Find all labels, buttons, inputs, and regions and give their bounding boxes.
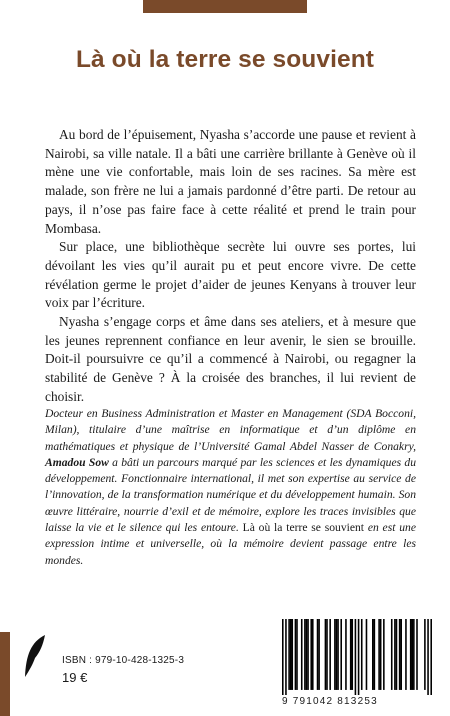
barcode-bar: [396, 619, 398, 690]
blurb-paragraph-3: Nyasha s’engage corps et âme dans ses ateliers, et à mesure que les jeunes reprennent confiance en leur avenir, le sien se brouille. Doit-il poursuivre ce qu’il a commencé à Nairobi, ou regagner la stabilité de Genève ? À la croisée des branches, il lui revient de choisir.: [45, 314, 416, 404]
barcode-bar: [430, 619, 432, 695]
barcode-bar: [366, 619, 368, 690]
barcode-bar: [295, 619, 297, 690]
barcode-bar: [416, 619, 418, 690]
barcode-bar: [350, 619, 352, 690]
barcode-bar: [301, 619, 303, 690]
barcode-bar: [358, 619, 360, 695]
price-label: 19 €: [62, 670, 88, 685]
barcode-digits: 9 791042 813253: [282, 696, 378, 707]
barcode-bar: [374, 619, 376, 690]
author-bio: [45, 406, 416, 569]
barcode-bar: [317, 619, 319, 690]
barcode-bar: [355, 619, 357, 695]
barcode-bar: [394, 619, 396, 690]
barcode-bar: [318, 619, 320, 690]
barcode-bar: [372, 619, 374, 690]
isbn-label: ISBN : 979-10-428-1325-3: [62, 655, 185, 666]
book-title: Là où la terre se souvient: [75, 46, 375, 73]
barcode-bar: [351, 619, 353, 690]
barcode-bar: [304, 619, 306, 690]
bio-text-1: Docteur en Business Administration et Master en Management (SDA Bocconi, Milan), titulaire d’une maîtrise en informatique et d’un diplôme en mathématiques et physique de l’Université Gamal Abdel Nasser de Conakry,: [45, 407, 416, 453]
barcode-bar: [383, 619, 385, 690]
barcode-bar: [285, 619, 287, 695]
barcode-bar: [378, 619, 380, 690]
barcode-bar: [345, 619, 347, 690]
barcode-bar: [288, 619, 290, 690]
barcode-bar: [282, 619, 284, 695]
blurb-paragraph-2: Sur place, une bibliothèque secrète lui ouvre ses portes, lui dévoilant les vies qu’il aurait pu et peut encore vivre. De cette révélation germe le projet d’aider de jeunes Kenyans à trouver leur voix par l’écriture.: [45, 239, 416, 311]
barcode-bar: [424, 619, 426, 690]
author-name: Amadou Sow: [45, 455, 109, 469]
barcode-bar: [336, 619, 338, 690]
barcode-bar: [325, 619, 327, 690]
barcode-bar: [340, 619, 342, 690]
barcode-bar: [291, 619, 293, 690]
barcode-bar: [307, 619, 309, 690]
barcode-bar: [326, 619, 328, 690]
barcode-bar: [391, 619, 393, 690]
barcode-bar: [329, 619, 331, 690]
bio-book-title: Là où la terre se souvient: [242, 521, 365, 535]
barcode-bar: [399, 619, 401, 690]
barcode-bar: [337, 619, 339, 690]
barcode-bar: [290, 619, 292, 690]
feather-logo-icon: [22, 633, 48, 679]
barcode-bar: [306, 619, 308, 690]
top-accent-bar: [143, 0, 307, 13]
barcode-bar: [427, 619, 429, 695]
barcode-bar: [380, 619, 382, 690]
bio-text-2: a bâti un parcours marqué par les sciences et les dynamiques du développement. Fonctionnaire international, il met son expertise au service de l’innovation, de la transformation numérique et du développement humain. Son œuvre littéraire, nourrie d’exil et de mémoire, explore les traces invisibles que laisse la vie et le silence qui les entoure.: [45, 455, 416, 535]
barcode-bar: [296, 619, 298, 690]
barcode-bar: [405, 619, 407, 690]
barcode-bar: [411, 619, 413, 690]
barcode-bar: [312, 619, 314, 690]
back-cover-blurb: [45, 126, 416, 407]
barcode-bar: [334, 619, 336, 690]
barcode-bar: [310, 619, 312, 690]
bio-text-3: en est une expression intime et universelle, où la mémoire devient passage entre les mondes.: [45, 521, 416, 567]
barcode-bar: [413, 619, 415, 690]
barcode-bar: [361, 619, 363, 690]
barcode-icon: [282, 619, 432, 695]
side-accent-bar: [0, 632, 10, 716]
blurb-paragraph-1: Au bord de l’épuisement, Nyasha s’accorde une pause et revient à Nairobi, sa ville natale. Il a bâti une carrière brillante à Genève où il mène une vie confortable, mais loin de ses racines. Sa mère est malade, son frère ne lui a jamais pardonné d’être parti. De retour au pays, il n’ose pas faire face à cette réalité et prend le train pour Mombasa.: [45, 127, 416, 236]
barcode-bar: [400, 619, 402, 690]
barcode-bar: [410, 619, 412, 690]
